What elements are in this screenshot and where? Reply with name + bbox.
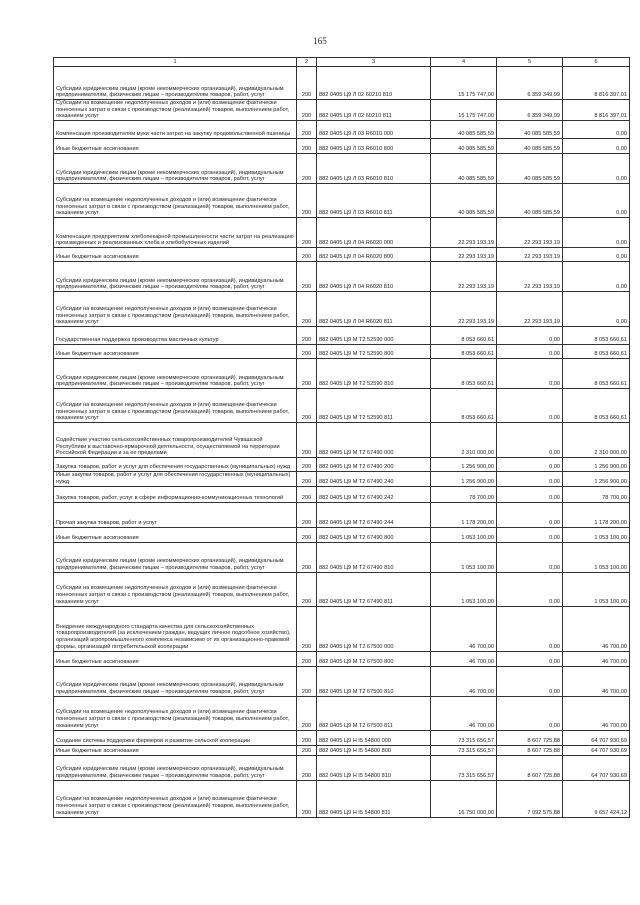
row-description: Субсидии юридическим лицам (кроме некоммерческих организаций), индивидуальным предпринимателям, физическим лицам – производителям товаров, работ, услуг [54,542,297,572]
row-code: 200 [297,121,317,139]
executed-amount: 8 607 725,88 [497,755,563,780]
row-description: Субсидии на возмещение недополученных доходов и (или) возмещение фактически понесенных затрат в связи с производством (реализацией) товаров, выполнением работ, оказанием услуг [54,572,297,606]
row-code: 200 [297,423,317,458]
row-description: Субсидии юридическим лицам (кроме некоммерческих организаций), индивидуальным предпринимателям, физическим лицам – производителям товаров, работ, услуг [54,154,297,184]
unexecuted-amount: 46 700,00 [563,696,630,730]
unexecuted-amount: 8 053 660,61 [563,389,630,423]
approved-amount: 15 175 747,00 [431,67,497,100]
approved-amount: 8 053 660,61 [431,327,497,345]
row-code: 200 [297,359,317,389]
executed-amount: 0,00 [497,696,563,730]
budget-classification-code: 882 0405 Ц9 Л 02 60210 810 [317,67,431,100]
budget-classification-code: 882 0405 Ц9 М Т2 67490 200 [317,458,431,472]
table-row [54,745,630,755]
row-description: Субсидии на возмещение недополученных доходов и (или) возмещение фактически понесенных затрат в связи с производством (реализацией) товаров, выполнением работ, оказанием услуг [54,696,297,730]
row-code: 200 [297,67,317,100]
budget-classification-code: 882 0405 Ц9 Л 04 R6020 000 [317,218,431,248]
budget-classification-code: 882 0405 Ц9 Н I5 54800 811 [317,780,431,817]
column-header: 4 [431,58,497,67]
executed-amount: 0,00 [497,458,563,472]
approved-amount: 8 053 660,61 [431,359,497,389]
approved-amount: 1 256 900,00 [431,458,497,472]
table-row [54,502,630,527]
budget-classification-code: 882 0405 Ц9 М Т2 67490 811 [317,572,431,606]
row-code: 200 [297,486,317,502]
executed-amount: 0,00 [497,572,563,606]
budget-classification-code: 882 0405 Ц9 М Т2 67490 240 [317,472,431,486]
budget-classification-code: 882 0405 Ц9 Л 04 R6020 800 [317,248,431,262]
row-description: Иные бюджетные ассигнования [54,745,297,755]
executed-amount: 40 085 585,59 [497,121,563,139]
unexecuted-amount: 46 700,00 [563,666,630,696]
row-description: Субсидии на возмещение недополученных доходов и (или) возмещение фактически понесенных затрат в связи с производством (реализацией) товаров, выполнением работ, оказанием услуг [54,780,297,817]
row-code: 200 [297,502,317,527]
row-description: Иные бюджетные ассигнования [54,651,297,666]
budget-classification-code: 882 0405 Ц9 М Т2 52590 811 [317,389,431,423]
table-row [54,696,630,730]
unexecuted-amount: 1 178 200,00 [563,502,630,527]
executed-amount: 22 293 193,19 [497,218,563,248]
executed-amount: 0,00 [497,345,563,359]
table-row [54,651,630,666]
approved-amount: 73 315 656,57 [431,745,497,755]
executed-amount: 0,00 [497,359,563,389]
budget-classification-code: 882 0405 Ц9 Л 03 R6010 000 [317,121,431,139]
unexecuted-amount: 1 053 100,00 [563,572,630,606]
approved-amount: 2 310 000,00 [431,423,497,458]
executed-amount: 6 359 349,99 [497,67,563,100]
row-description: Содействие участию сельскохозяйственных товаропроизводителей Чувашской Республики в выставочно-ярмарочной деятельности, осуществляемой на территории Российской Федерации и за ее пределами [54,423,297,458]
executed-amount: 0,00 [497,542,563,572]
approved-amount: 1 053 100,00 [431,527,497,542]
row-description: Государственная поддержка производства масличных культур [54,327,297,345]
row-code: 200 [297,100,317,121]
table-row [54,327,630,345]
executed-amount: 0,00 [497,472,563,486]
unexecuted-amount: 8 816 397,01 [563,100,630,121]
row-code: 200 [297,780,317,817]
unexecuted-amount: 0,00 [563,292,630,327]
approved-amount: 22 293 193,19 [431,292,497,327]
executed-amount: 8 607 725,88 [497,745,563,755]
row-description: Создание системы поддержки фермеров и развитие сельской кооперации [54,730,297,745]
row-code: 200 [297,154,317,184]
budget-classification-code: 882 0405 Ц9 М Т2 67500 000 [317,606,431,651]
table-row [54,139,630,154]
unexecuted-amount: 64 707 930,69 [563,730,630,745]
approved-amount: 78 700,00 [431,486,497,502]
table-row [54,730,630,745]
row-description: Субсидии юридическим лицам (кроме некоммерческих организаций), индивидуальным предпринимателям, физическим лицам – производителям товаров, работ, услуг [54,755,297,780]
row-code: 200 [297,606,317,651]
page-number: 165 [313,36,327,46]
table-row [54,100,630,121]
budget-classification-code: 882 0405 Ц9 Л 02 60210 811 [317,100,431,121]
approved-amount: 1 256 900,00 [431,472,497,486]
row-description: Закупка товаров, работ, услуг в сфере информационно-коммуникационных технологий [54,486,297,502]
budget-classification-code: 882 0405 Ц9 М Т2 67490 810 [317,542,431,572]
budget-classification-code: 882 0405 Ц9 Н I5 54800 810 [317,755,431,780]
row-code: 200 [297,184,317,218]
row-code: 200 [297,651,317,666]
budget-classification-code: 882 0405 Ц9 Н I5 54800 800 [317,745,431,755]
unexecuted-amount: 8 053 660,61 [563,327,630,345]
approved-amount: 22 293 193,19 [431,262,497,292]
row-description: Субсидии юридическим лицам (кроме некоммерческих организаций), индивидуальным предпринимателям, физическим лицам – производителям товаров, работ, услуг [54,262,297,292]
row-description: Субсидии на возмещение недополученных доходов и (или) возмещение фактически понесенных затрат в связи с производством (реализацией) товаров, выполнением работ, оказанием услуг [54,184,297,218]
budget-classification-code: 882 0405 Ц9 М Т2 52590 810 [317,359,431,389]
executed-amount: 22 293 193,19 [497,292,563,327]
budget-classification-code: 882 0405 Ц9 М Т2 52590 800 [317,345,431,359]
row-description: Субсидии юридическим лицам (кроме некоммерческих организаций), индивидуальным предпринимателям, физическим лицам – производителям товаров, работ, услуг [54,359,297,389]
executed-amount: 0,00 [497,423,563,458]
row-description: Компенсация предприятиям хлебопекарной промышленности части затрат на реализацию произведенных и реализованных хлеба и хлебобулочных изделий [54,218,297,248]
executed-amount: 0,00 [497,606,563,651]
budget-classification-code: 882 0405 Ц9 М Т2 52590 000 [317,327,431,345]
row-description: Иные бюджетные ассигнования [54,527,297,542]
budget-classification-code: 882 0405 Ц9 Л 04 R6020 810 [317,262,431,292]
row-code: 200 [297,666,317,696]
table-row [54,606,630,651]
unexecuted-amount: 9 657 424,12 [563,780,630,817]
budget-classification-code: 882 0405 Ц9 М Т2 67490 244 [317,502,431,527]
unexecuted-amount: 0,00 [563,248,630,262]
unexecuted-amount: 8 053 660,61 [563,345,630,359]
approved-amount: 8 053 660,61 [431,389,497,423]
row-code: 200 [297,696,317,730]
table-row [54,345,630,359]
executed-amount: 6 359 349,99 [497,100,563,121]
approved-amount: 1 053 100,00 [431,572,497,606]
row-code: 200 [297,389,317,423]
executed-amount: 40 085 585,59 [497,154,563,184]
executed-amount: 7 092 575,88 [497,780,563,817]
table-header-row [54,58,630,67]
budget-classification-code: 882 0405 Ц9 М Т2 67500 800 [317,651,431,666]
unexecuted-amount: 46 700,00 [563,606,630,651]
approved-amount: 46 700,00 [431,666,497,696]
row-code: 200 [297,262,317,292]
approved-amount: 40 085 585,59 [431,139,497,154]
executed-amount: 0,00 [497,502,563,527]
budget-classification-code: 882 0405 Ц9 Н I5 54800 000 [317,730,431,745]
row-code: 200 [297,292,317,327]
executed-amount: 0,00 [497,327,563,345]
row-description: Иные закупки товаров, работ и услуг для обеспечения государственных (муниципальных) нужд [54,472,297,486]
column-header: 5 [497,58,563,67]
approved-amount: 46 700,00 [431,651,497,666]
row-code: 200 [297,730,317,745]
row-description: Иные бюджетные ассигнования [54,345,297,359]
unexecuted-amount: 1 256 900,00 [563,458,630,472]
approved-amount: 16 750 000,00 [431,780,497,817]
unexecuted-amount: 64 707 930,69 [563,745,630,755]
executed-amount: 40 085 585,59 [497,139,563,154]
unexecuted-amount: 1 053 100,00 [563,527,630,542]
unexecuted-amount: 46 700,00 [563,651,630,666]
executed-amount: 0,00 [497,486,563,502]
row-code: 200 [297,345,317,359]
budget-classification-code: 882 0405 Ц9 Л 03 R6010 810 [317,154,431,184]
table-row [54,218,630,248]
unexecuted-amount: 0,00 [563,154,630,184]
row-code: 200 [297,527,317,542]
approved-amount: 1 053 100,00 [431,542,497,572]
table-row [54,262,630,292]
table-row [54,780,630,817]
approved-amount: 22 293 193,19 [431,218,497,248]
table-row [54,572,630,606]
row-description: Прочая закупка товаров, работ и услуг [54,502,297,527]
unexecuted-amount: 0,00 [563,262,630,292]
row-description: Субсидии юридическим лицам (кроме некоммерческих организаций), индивидуальным предпринимателям, физическим лицам – производителям товаров, работ, услуг [54,666,297,696]
approved-amount: 46 700,00 [431,606,497,651]
row-code: 200 [297,139,317,154]
table-row [54,389,630,423]
row-description: Субсидии на возмещение недополученных доходов и (или) возмещение фактически понесенных затрат в связи с производством (реализацией) товаров, выполнением работ, оказанием услуг [54,389,297,423]
budget-execution-table [53,57,630,818]
column-header: 3 [317,58,431,67]
approved-amount: 40 085 585,59 [431,121,497,139]
approved-amount: 73 315 656,57 [431,755,497,780]
budget-classification-code: 882 0405 Ц9 Л 03 R6010 800 [317,139,431,154]
executed-amount: 22 293 193,19 [497,262,563,292]
row-code: 200 [297,755,317,780]
budget-classification-code: 882 0405 Ц9 М Т2 67490 800 [317,527,431,542]
row-description: Внедрение международного стандарта качества для сельскохозяйственных товаропроизводителей (за исключением граждан, ведущих личное подсобное хозяйство), организаций агропромышленного комплекса независимо от их организационно-правовой формы, организаций потребительской кооперации [54,606,297,651]
budget-classification-code: 882 0405 Ц9 Л 03 R6010 811 [317,184,431,218]
row-description: Субсидии юридическим лицам (кроме некоммерческих организаций), индивидуальным предпринимателям, физическим лицам – производителям товаров, работ, услуг [54,67,297,100]
approved-amount: 40 085 585,59 [431,184,497,218]
row-code: 200 [297,745,317,755]
unexecuted-amount: 0,00 [563,121,630,139]
budget-classification-code: 882 0405 Ц9 М Т2 67500 811 [317,696,431,730]
row-code: 200 [297,572,317,606]
column-header: 2 [297,58,317,67]
table-row [54,666,630,696]
approved-amount: 73 315 656,57 [431,730,497,745]
row-description: Закупка товаров, работ и услуг для обеспечения государственных (муниципальных) нужд [54,458,297,472]
executed-amount: 8 607 725,88 [497,730,563,745]
approved-amount: 46 700,00 [431,696,497,730]
table-row [54,359,630,389]
executed-amount: 22 293 193,19 [497,248,563,262]
table-row [54,67,630,100]
table-row [54,121,630,139]
column-header: 1 [54,58,297,67]
approved-amount: 40 085 585,59 [431,154,497,184]
table-row [54,755,630,780]
table-row [54,423,630,458]
budget-classification-code: 882 0405 Ц9 М Т2 67490 000 [317,423,431,458]
unexecuted-amount: 2 310 000,00 [563,423,630,458]
row-code: 200 [297,327,317,345]
table-row [54,486,630,502]
unexecuted-amount: 0,00 [563,218,630,248]
row-code: 200 [297,218,317,248]
table-row [54,458,630,472]
budget-classification-code: 882 0405 Ц9 М Т2 67490 242 [317,486,431,502]
row-description: Субсидии на возмещение недополученных доходов и (или) возмещение фактически понесенных затрат в связи с производством (реализацией) товаров, выполнением работ, оказанием услуг [54,292,297,327]
row-code: 200 [297,472,317,486]
budget-classification-code: 882 0405 Ц9 Л 04 R6020 811 [317,292,431,327]
approved-amount: 15 175 747,00 [431,100,497,121]
table-row [54,292,630,327]
executed-amount: 40 085 585,59 [497,184,563,218]
approved-amount: 1 178 200,00 [431,502,497,527]
table-row [54,472,630,486]
unexecuted-amount: 1 053 100,00 [563,542,630,572]
table-row [54,184,630,218]
row-description: Компенсация производителям муки части затрат на закупку продовольственной пшеницы [54,121,297,139]
budget-classification-code: 882 0405 Ц9 М Т2 67500 810 [317,666,431,696]
column-header: 6 [563,58,630,67]
row-code: 200 [297,248,317,262]
approved-amount: 22 293 193,19 [431,248,497,262]
unexecuted-amount: 78 700,00 [563,486,630,502]
row-description: Иные бюджетные ассигнования [54,248,297,262]
row-code: 200 [297,458,317,472]
table-row [54,542,630,572]
unexecuted-amount: 8 053 660,61 [563,359,630,389]
unexecuted-amount: 0,00 [563,184,630,218]
executed-amount: 0,00 [497,651,563,666]
unexecuted-amount: 1 256 900,00 [563,472,630,486]
approved-amount: 8 053 660,61 [431,345,497,359]
table-row [54,248,630,262]
executed-amount: 0,00 [497,389,563,423]
row-code: 200 [297,542,317,572]
executed-amount: 0,00 [497,527,563,542]
row-description: Иные бюджетные ассигнования [54,139,297,154]
unexecuted-amount: 0,00 [563,139,630,154]
unexecuted-amount: 8 816 397,01 [563,67,630,100]
executed-amount: 0,00 [497,666,563,696]
unexecuted-amount: 64 707 930,69 [563,755,630,780]
table-row [54,527,630,542]
row-description: Субсидии на возмещение недополученных доходов и (или) возмещение фактически понесенных затрат в связи с производством (реализацией) товаров, выполнением работ, оказанием услуг [54,100,297,121]
table-row [54,154,630,184]
